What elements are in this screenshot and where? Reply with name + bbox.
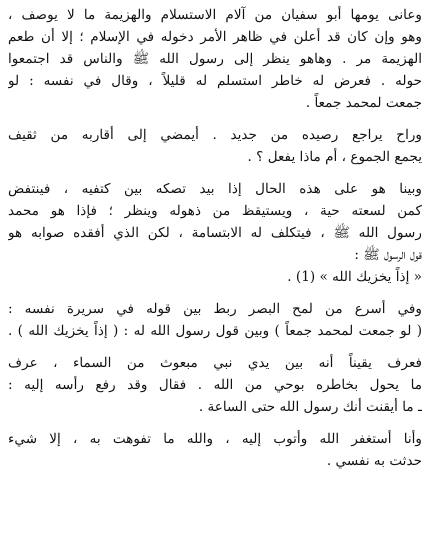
text-line: رسول الله ﷺ ، فيتكلف له الابتسامة ، لكن الذي أفقده صوابه هو (8, 225, 422, 241)
text-line: وعانى يومها أبو سفيان من آلام الاستسلام والهزيمة ما لا يوصف ، (8, 7, 422, 23)
text-line: فعرف يقيناً أنه بين يدي نبي مبعوث من السماء ، عرف (8, 355, 422, 371)
quote-line: « إذاً يخزيك الله » (1) . (287, 269, 422, 285)
paragraph-3 (8, 178, 422, 288)
text-line: وهو وإن كان قد أعلن في ظاهر الأمر دخوله في الإسلام ؛ إلا أن طعم (8, 29, 422, 45)
paragraph-6 (8, 428, 422, 472)
text-line: حوله . فعرض له خاطر استسلم له قليلاً ، وقال في نفسه : لو (8, 73, 422, 89)
text-line: ـ ما أيقنت أنك رسول الله حتى الساعة . (198, 399, 422, 415)
text-line: وراح يراجع رصيده من جديد . أيمضي إلى أقاربه من ثقيف (8, 127, 422, 143)
text-line: ( لو جمعت لمحمد جمعاً ) وبين قول رسول الله له : ( إذاً يخزيك الله ) . (8, 323, 422, 339)
paragraph-5 (8, 352, 422, 418)
text-line: قول الرسول ﷺ : (354, 247, 422, 263)
text-line: كمن لسعته حية ، ويستيقظ من ذهوله وينظر ؛ فإذا هو محمد (8, 203, 422, 219)
paragraph-4 (8, 298, 422, 342)
text-line: وفي أسرع من لمح البصر ربط بين قوله في سريرة نفسه : (8, 301, 422, 317)
paragraph-1 (8, 4, 422, 114)
text-line: حدثت به نفسي . (326, 453, 422, 469)
text-line: وبينا هو على هذه الحال إذا بيد تصكه بين كتفيه ، فينتفض (8, 181, 422, 197)
text-line: جمعت لمحمد جمعاً . (305, 95, 422, 111)
paragraph-2 (8, 124, 422, 168)
text-line: ما يحول بخاطره بوحي من الله . فقال وقد رفع رأسه إليه : (8, 377, 422, 393)
text-line: الهزيمة مر . وهاهو ينظر إلى رسول الله ﷺ والناس قد اجتمعوا (8, 51, 422, 67)
text-line: يجمع الجموع ، أم ماذا يفعل ؟ . (247, 149, 422, 165)
text-line: وأنا أستغفر الله وأتوب إليه ، والله ما تفوهت به ، إلا شيء (8, 431, 422, 447)
